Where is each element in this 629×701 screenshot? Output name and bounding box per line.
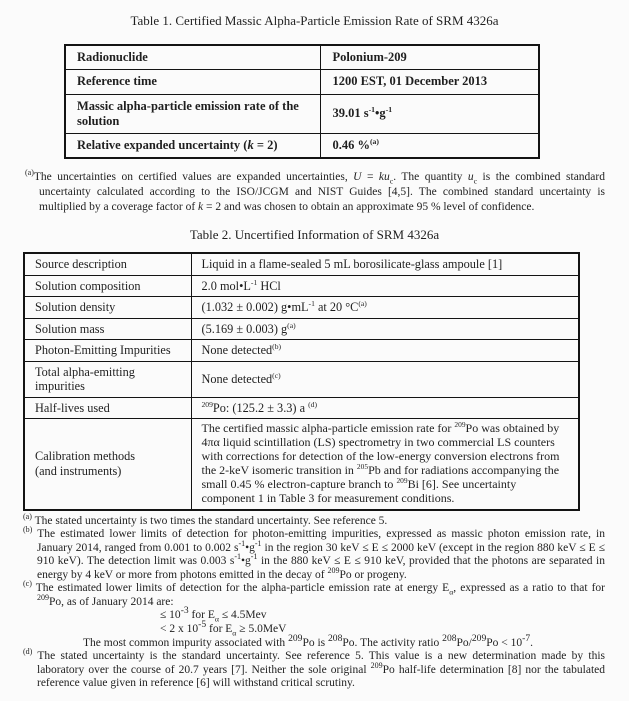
footnote-b [23, 525, 606, 582]
footnote-text: The stated uncertainty is two times the standard uncertainty. See reference 5. [34, 514, 388, 527]
table1-title: Table 1. Certified Massic Alpha-Particle Emission Rate of SRM 4326a [130, 13, 499, 28]
table-row [65, 134, 539, 159]
table-row [24, 397, 579, 419]
table1-footnotes [25, 170, 605, 215]
table-row [24, 318, 579, 340]
footnote-text: The stated uncertainty is the standard uncertainty. See reference 5. This value is a new determination made by this laboratory over the course of 20.7 years [7]. Neither the sole original $^{209}$Po half-life determination [8] nor the tabulated reference value given in reference [6] will withstand critical scrutiny. [37, 650, 605, 690]
footnote-a-table1 [25, 170, 605, 215]
footnote-d [23, 647, 605, 691]
table2-row-value: 2.0 $mol•L^{-1}$ HCl [191, 275, 579, 297]
footnote-a [23, 511, 605, 529]
table1-row-label: Massic alpha-particle emission rate of the solution [65, 94, 321, 134]
table2-uncertified-information [23, 252, 580, 510]
table2-row-value: None detected$^{(b)}$ [191, 340, 579, 362]
table-row [24, 340, 579, 362]
table2-footnotes [23, 511, 606, 691]
table2-title: Table 2. Uncertified Information of SRM 4326a [189, 227, 440, 243]
footnote-marker: (c) [23, 579, 32, 589]
footnote-marker: (b) [23, 525, 33, 535]
table2-row-label: Total alpha-emitting impurities [24, 361, 191, 397]
footnote-text: The estimated lower limits of detection for the alpha-particle emission rate at energy $E_\alpha$, expressed as a ratio to that for $^{209}$Po, as of January 2014 are: [35, 582, 605, 608]
table2-row-label: Solution mass [24, 318, 191, 340]
table-row [24, 297, 579, 319]
table2-row-label: Source description [24, 253, 191, 275]
footnote-marker: (a) [25, 168, 34, 178]
table1-row-value: 1200 EST, 01 December 2013 [321, 70, 539, 94]
table-row [65, 70, 539, 94]
table1-row-label: Relative expanded uncertainty (k = 2) [65, 134, 321, 159]
table2-row-value: (1.032 ± 0.002) $g•mL^{-1}$ at 20 $^\circ C^{(a)}$ [191, 297, 579, 319]
footnote-c-limit-line: ≤ $10^{-3}$ for $E_\alpha \le 4.5Mev$ [160, 605, 267, 624]
table2-row-label: Photon-Emitting Impurities [24, 340, 191, 362]
table2-row-label: Solution composition [24, 275, 191, 297]
table1-row-label: Reference time [65, 70, 321, 94]
table-row [65, 94, 539, 134]
table1-row-label: Radionuclide [65, 45, 321, 70]
table-row [24, 275, 579, 297]
table1-row-value: 39.01 $s^{-1}•g^{-1}$ [321, 94, 539, 134]
footnote-c [23, 579, 605, 609]
footnote-marker: (d) [23, 647, 33, 657]
table1-row-value: Polonium-209 [321, 45, 539, 70]
table-row [24, 253, 579, 275]
table1-row-value: 0.46 %$^{(a)}$ [321, 134, 539, 159]
table2-row-value: None detected$^{(c)}$ [191, 361, 579, 397]
table-row [24, 419, 579, 510]
footnote-text: The uncertainties on certified values are expanded uncertainties, $U = ku_c$. The quantity $u_c$ is the combined standard uncertainty calculated according to the ISO/JCGM and NIST Guides [4,5]. The combined standard uncertainty is multiplied by a coverage factor of k = 2 and was chosen to obtain an approximate 95 % level of confidence. [33, 171, 605, 214]
table1-certified-values [64, 44, 540, 159]
table2-row-value: (5.169 ± 0.003) $g^{(a)}$ [191, 318, 579, 340]
table2-row-value: $^{209}$Po: (125.2 ± 3.3) a $^{(d)}$ [191, 397, 579, 419]
table-row [65, 45, 539, 70]
footnote-text: The estimated lower limits of detection for photon-emitting impurities, expressed as massic photon emission rate, in January 2014, ranged from 0.001 to 0.002 $s^{-1}•g^{-1}$ in the region 30 keV ≤ E ≤ 2000 keV (except in the region 880 keV ≤ E ≤ 910 keV). The detection limit was 0.003 $s^{-1}•g^{-1}$ in the 880 keV ≤ E ≤ 910 keV, provided that the photons are separated in energy by 4 keV or more from photons emitted in the decay of $^{209}$Po or progeny. [37, 528, 606, 581]
table2-row-label: Solution density [24, 297, 191, 319]
table2-row-label: Half-lives used [24, 397, 191, 419]
footnote-c-continuation: The most common impurity associated with $^{209}$Po is $^{208}$Po. The activity ratio $^{208}Po/^{209}Po < 10^{-7}$. [83, 632, 533, 649]
table2-row-value: Liquid in a flame-sealed 5 mL borosilicate-glass ampoule [1] [191, 253, 579, 275]
table2-row-label: Calibration methods (and instruments) [24, 419, 191, 510]
table2-row-value: The certified massic alpha-particle emission rate for $^{209}$Po was obtained by 4πα liquid scintillation (LS) spectrometry in two commercial LS counters with corrections for detection of the low-energy conversion electrons from the 2-keV isomeric transition in $^{205}$Pb and for radiations accompanying the small 0.45 % electron-capture branch to $^{209}$Bi [6]. See uncertainty component 1 in Table 3 for measurement conditions. [191, 419, 579, 510]
table-row [24, 361, 579, 397]
footnote-marker: (a) [23, 511, 32, 521]
footnote-c-limit-line: < 2 x $10^{-5}$ for $E_\alpha \ge 5.0MeV$ [160, 619, 287, 638]
